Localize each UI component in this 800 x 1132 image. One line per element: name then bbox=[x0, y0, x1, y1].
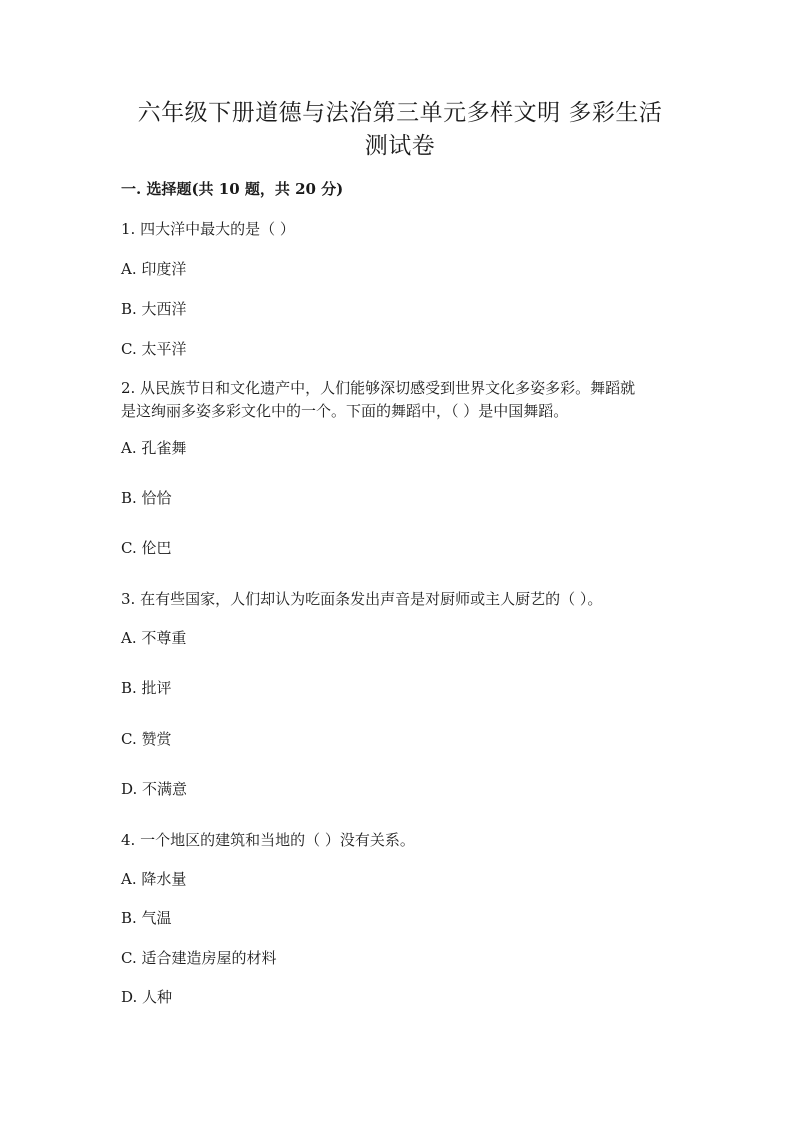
title-line-2: 测试卷 bbox=[364, 133, 436, 159]
question-4-option-a: A. 降水量 bbox=[121, 870, 187, 888]
question-1-option-a: A. 印度洋 bbox=[121, 260, 187, 278]
question-1-stem: 1. 四大洋中最大的是（ ） bbox=[121, 220, 295, 238]
question-4-option-d: D. 人种 bbox=[121, 988, 173, 1006]
question-4-option-b: B. 气温 bbox=[121, 909, 172, 927]
question-2-stem-line-2: 是这绚丽多姿多彩文化中的一个。下面的舞蹈中，（ ）是中国舞蹈。 bbox=[121, 402, 569, 420]
question-3-option-b: B. 批评 bbox=[121, 679, 172, 697]
question-1-option-c: C. 太平洋 bbox=[121, 340, 187, 358]
question-3-option-c: C. 赞赏 bbox=[121, 730, 172, 748]
question-2-stem-line-1: 2. 从民族节日和文化遗产中，人们能够深切感受到世界文化多姿多彩。舞蹈就 bbox=[121, 379, 636, 397]
question-3-option-a: A. 不尊重 bbox=[121, 629, 187, 647]
question-1-option-b: B. 大西洋 bbox=[121, 300, 187, 318]
question-2-option-b: B. 恰恰 bbox=[121, 489, 172, 507]
title-line-1: 六年级下册道德与法治第三单元多样文明 多彩生活 bbox=[137, 100, 663, 126]
question-2-option-a: A. 孔雀舞 bbox=[121, 439, 187, 457]
question-4-option-c: C. 适合建造房屋的材料 bbox=[121, 949, 277, 967]
question-3-stem: 3. 在有些国家，人们却认为吃面条发出声音是对厨师或主人厨艺的（ ）。 bbox=[121, 590, 603, 608]
question-2-option-c: C. 伦巴 bbox=[121, 539, 172, 557]
section-heading: 一. 选择题(共 10 题，共 20 分) bbox=[121, 180, 344, 198]
question-3-option-d: D. 不满意 bbox=[121, 780, 188, 798]
question-4-stem: 4. 一个地区的建筑和当地的（ ）没有关系。 bbox=[121, 831, 415, 849]
